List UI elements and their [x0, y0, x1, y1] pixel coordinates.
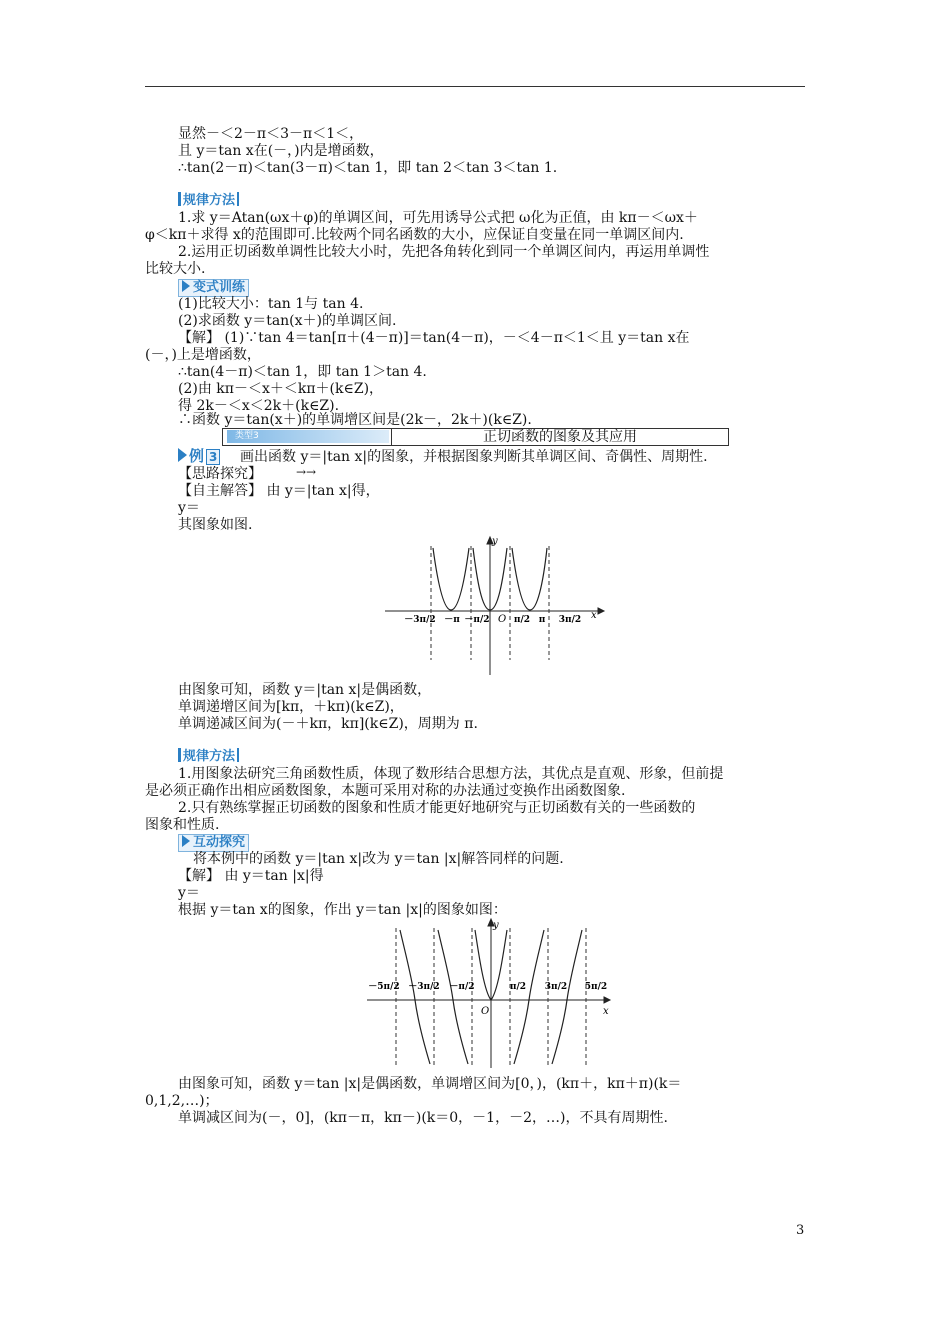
text-line: 比较大小.: [145, 261, 206, 277]
text-line: 单调递增区间为[kπ，＋kπ)(k∈Z)，: [178, 699, 404, 715]
text-line: (2)求函数 y＝tan(x＋)的单调区间.: [178, 313, 397, 329]
tick-label: π/2: [509, 982, 527, 992]
tick-label: 3π/2: [558, 615, 582, 625]
tick-label: －π/2: [464, 615, 490, 625]
graph-abs-tan: [380, 530, 610, 678]
section-title: 正切函数的图象及其应用: [483, 429, 637, 445]
text-line: (1)比较大小：tan 1与 tan 4.: [178, 296, 364, 312]
variant-badge: 变式训练: [178, 279, 249, 297]
page-number: 3: [796, 1223, 805, 1238]
tick-label: 5π/2: [584, 982, 608, 992]
tick-label: π/2: [513, 615, 531, 625]
text-line: 0,1,2,…)；: [145, 1093, 219, 1109]
text-line: 1.用图象法研究三角函数性质，体现了数形结合思想方法，其优点是直观、形象，但前提: [178, 766, 724, 782]
origin-label: O: [498, 614, 507, 625]
text-line: 得 2k－＜x＜2k＋(k∈Z).: [178, 398, 340, 414]
text-line: y＝: [178, 500, 200, 516]
tick-label: －π: [444, 615, 460, 625]
graph-tan-abs: [362, 916, 622, 1070]
text-line: (2)由 kπ－＜x＋＜kπ＋(k∈Z)，: [178, 381, 384, 397]
method-badge: 规律方法: [178, 748, 239, 764]
section-type-bar: [222, 428, 729, 446]
tick-label: －π/2: [449, 982, 475, 992]
text-line: 其图象如图.: [178, 517, 253, 533]
x-axis-label: x: [591, 610, 597, 621]
tick-label: 3π/2: [544, 982, 568, 992]
y-axis-label: y: [493, 920, 499, 931]
text-line: (－，)上是增函数，: [145, 347, 261, 363]
text-line: y＝: [178, 885, 200, 901]
example-question: 画出函数 y＝|tan x|的图象，并根据图象判断其单调区间、奇偶性、周期性.: [240, 449, 708, 465]
text-line: 2.只有熟练掌握正切函数的图象和性质才能更好地研究与正切函数有关的一些函数的: [178, 800, 696, 816]
text-line: 单调减区间为(－，0]，(kπ－π，kπ－)(k＝0，－1，－2，…)，不具有周期性.: [178, 1110, 668, 1126]
text-line: ∴tan(2－π)＜tan(3－π)＜tan 1，即 tan 2＜tan 3＜tan 1.: [178, 160, 558, 176]
text-line: 1.求 y＝Atan(ωx＋φ)的单调区间，可先用诱导公式把 ω化为正值，由 kπ－＜ωx＋: [178, 210, 698, 226]
text-line: 【思路探究】: [178, 466, 262, 482]
example-badge: 例 3: [178, 447, 220, 465]
text-line: 2.运用正切函数单调性比较大小时，先把各角转化到同一个单调区间内，再运用单调性: [178, 244, 710, 260]
text-line: 将本例中的函数 y＝|tan x|改为 y＝tan |x|解答同样的问题.: [193, 851, 564, 867]
text-line: 【解】 (1)∵tan 4＝tan[π＋(4－π)]＝tan(4－π)，－＜4－π＜1＜且 y＝tan x在: [178, 330, 690, 346]
text-line: 【解】 由 y＝tan |x|得: [178, 868, 324, 884]
type-tag: 类型3: [227, 430, 389, 443]
tick-label: －3π/2: [408, 982, 440, 992]
text-line: 显然－＜2－π＜3－π＜1＜，: [178, 126, 364, 142]
text-line: 图象和性质.: [145, 817, 220, 833]
tick-label: －5π/2: [368, 982, 400, 992]
text-line: 单调递减区间为(－＋kπ，kπ](k∈Z)，周期为 π.: [178, 716, 478, 732]
x-axis-label: x: [603, 1006, 609, 1017]
header-rule: [145, 86, 805, 87]
tick-label: －3π/2: [404, 615, 436, 625]
explore-badge: 互动探究: [178, 834, 249, 852]
text-line: 是必须正确作出相应函数图象，本题可采用对称的办法通过变换作出函数图象.: [145, 783, 626, 799]
origin-label: O: [481, 1006, 490, 1017]
text-line: 由图象可知，函数 y＝tan |x|是偶函数，单调增区间为[0，)，(kπ＋，kπ＋π)(k＝: [178, 1076, 682, 1092]
text-line: ∴tan(4－π)＜tan 1，即 tan 1＞tan 4.: [178, 364, 427, 380]
text-line: 【自主解答】 由 y＝|tan x|得，: [178, 483, 380, 499]
text-line: 且 y＝tan x在(－，)内是增函数，: [178, 143, 384, 159]
y-axis-label: y: [492, 536, 498, 547]
text-line: ∴函数 y＝tan(x＋)的单调增区间是(2k－，2k＋)(k∈Z).: [178, 412, 532, 428]
text-line: 根据 y＝tan x的图象，作出 y＝tan |x|的图象如图：: [178, 902, 507, 918]
tick-label: π: [538, 615, 546, 625]
arrows: →→: [296, 465, 317, 479]
text-line: φ＜kπ＋求得 x的范围即可.比较两个同名函数的大小，应保证自变量在同一单调区间内.: [145, 227, 684, 243]
method-badge: 规律方法: [178, 192, 239, 208]
text-line: 由图象可知，函数 y＝|tan x|是偶函数，: [178, 682, 432, 698]
